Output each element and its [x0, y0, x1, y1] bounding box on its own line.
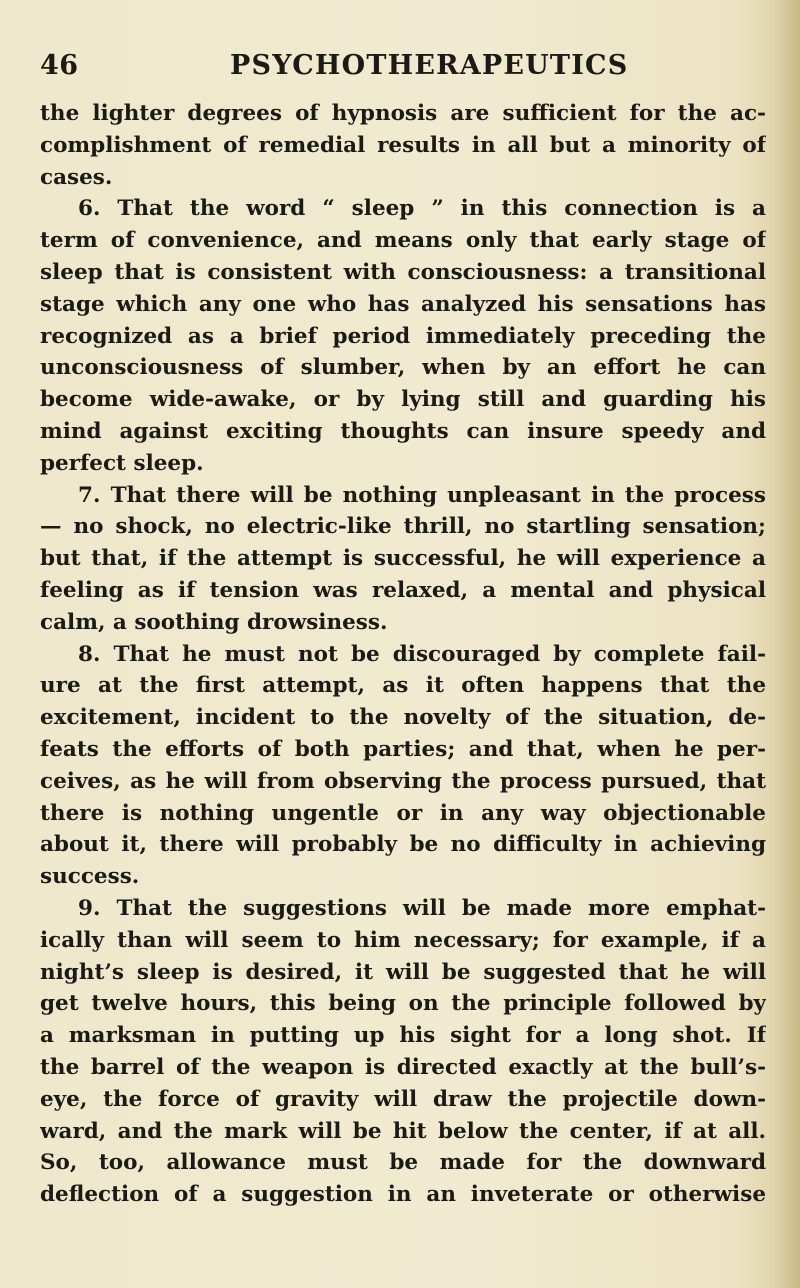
text-line: 9. That the suggestions will be made more emphat-: [78, 895, 766, 921]
text-line: excitement, incident to the novelty of the situation, de-: [40, 705, 766, 731]
text-line: So, too, allowance must be made for the downward: [40, 1150, 766, 1176]
text-line: — no shock, no electric-like thrill, no startling sensation;: [40, 514, 766, 540]
text-line: become wide-awake, or by lying still and guarding his: [40, 387, 766, 413]
text-line: but that, if the attempt is successful, he will experience a: [40, 546, 766, 572]
text-line: deflection of a suggestion in an inveterate or otherwise: [40, 1182, 766, 1208]
text-line: the barrel of the weapon is directed exactly at the bull’s-: [40, 1054, 766, 1080]
text-line: a marksman in putting up his sight for a long shot. If: [40, 1023, 766, 1049]
running-title: PSYCHOTHERAPEUTICS: [230, 50, 629, 81]
body-text: [40, 98, 766, 1211]
text-line: 7. That there will be nothing unpleasant in the process: [78, 482, 766, 508]
text-line: perfect sleep.: [40, 450, 204, 476]
text-line: feats the efforts of both parties; and that, when he per-: [40, 736, 766, 762]
text-line: about it, there will probably be no difficulty in achieving: [40, 832, 766, 858]
text-line: calm, a soothing drowsiness.: [40, 609, 388, 635]
text-line: feeling as if tension was relaxed, a mental and physical: [40, 577, 766, 603]
text-line: recognized as a brief period immediately preceding the: [40, 323, 766, 349]
text-line: ically than will seem to him necessary; for example, if a: [40, 927, 766, 953]
text-line: unconsciousness of slumber, when by an effort he can: [40, 355, 766, 381]
text-line: the lighter degrees of hypnosis are sufficient for the ac-: [40, 101, 766, 126]
text-line: there is nothing ungentle or in any way objectionable: [40, 800, 766, 826]
text-line: night’s sleep is desired, it will be suggested that he will: [40, 959, 766, 985]
text-line: eye, the force of gravity will draw the projectile down-: [40, 1086, 766, 1112]
text-line: ceives, as he will from observing the process pursued, that: [40, 768, 766, 794]
text-line: mind against exciting thoughts can insure speedy and: [40, 418, 766, 444]
text-line: stage which any one who has analyzed his sensations has: [40, 291, 766, 317]
text-line: term of convenience, and means only that early stage of: [40, 228, 766, 254]
text-line: sleep that is consistent with consciousness: a transitional: [40, 259, 766, 285]
running-head: [40, 50, 760, 90]
text-line: success.: [40, 864, 140, 890]
text-line: get twelve hours, this being on the principle followed by: [40, 991, 766, 1017]
text-line: complishment of remedial results in all but a minority of: [40, 132, 766, 158]
text-line: ure at the first attempt, as it often happens that the: [40, 673, 766, 699]
text-line: ward, and the mark will be hit below the center, if at all.: [40, 1118, 766, 1144]
page-number: 46: [40, 50, 79, 81]
page-edge-shadow: [774, 0, 800, 1288]
text-line: cases.: [40, 164, 113, 190]
text-line: 6. That the word “ sleep ” in this connection is a: [78, 196, 766, 222]
text-line: 8. That he must not be discouraged by complete fail-: [78, 641, 766, 667]
